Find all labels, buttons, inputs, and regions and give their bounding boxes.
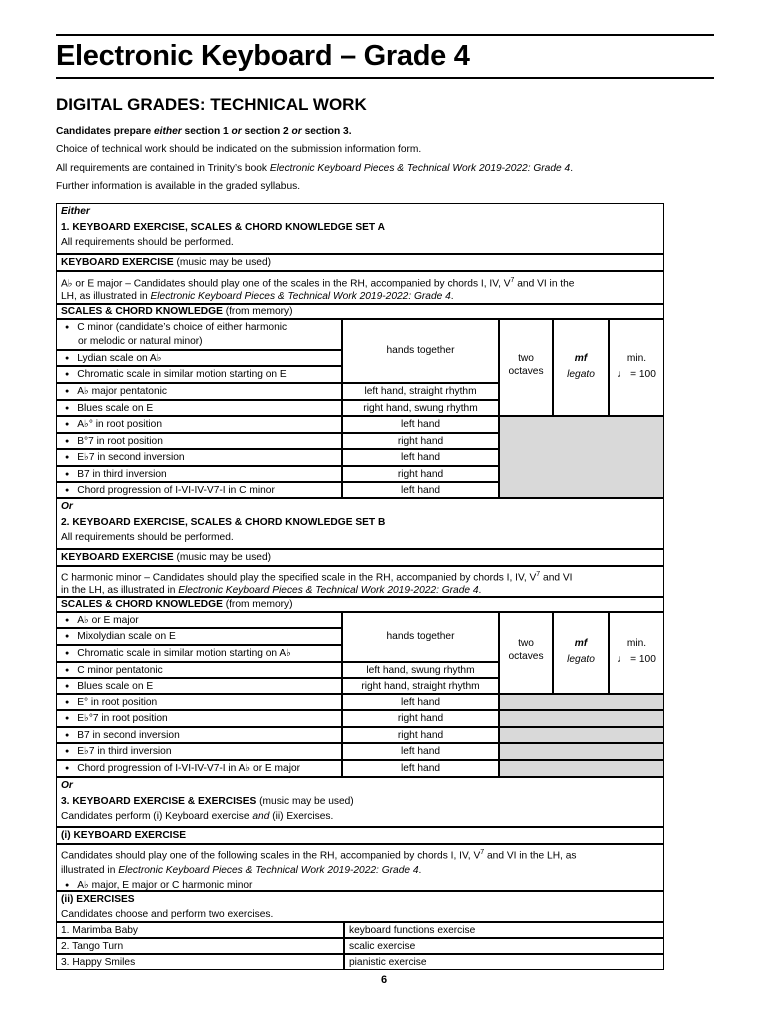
- s1-hands: right hand: [342, 466, 499, 482]
- s1-hands-together: hands together: [342, 319, 499, 383]
- ke-text: .: [478, 585, 482, 597]
- s2-grey-row: [499, 694, 664, 710]
- s2-item-1: ● A♭ or E major: [56, 612, 342, 628]
- item-text: or melodic or natural minor): [78, 336, 203, 347]
- ke-text: .: [418, 865, 422, 877]
- s2-keyboard-exercise-label: [56, 549, 664, 566]
- s1-item-10: ● Chord progression of I-VI-IV-V7-I in C minor: [56, 482, 342, 498]
- ke-book: Electronic Keyboard Pieces & Technical Work 2019-2022: Grade 4: [150, 291, 451, 303]
- s2-hands: right hand: [342, 727, 499, 743]
- ke-text: and VI: [540, 572, 573, 584]
- s1-hands: left hand: [342, 482, 499, 498]
- s2-hands: left hand: [342, 760, 499, 777]
- s2-item-6: ● E° in root position: [56, 694, 342, 710]
- intro-text: or: [231, 126, 242, 137]
- dynamic-mark: mf: [574, 638, 588, 649]
- ke-sup: 7: [480, 849, 485, 856]
- s3-exercises-block: [56, 891, 664, 922]
- intro-text: section 1: [181, 126, 232, 137]
- tempo-value: ♩ = 100: [617, 654, 656, 665]
- intro-text: or: [291, 126, 302, 137]
- s1-item-8: ● E♭7 in second inversion: [56, 449, 342, 466]
- label-note: (from memory): [222, 306, 293, 317]
- s2-item-2: ● Mixolydian scale on E: [56, 628, 342, 645]
- or-label: Or: [61, 501, 73, 512]
- or-label: Or: [61, 780, 73, 791]
- exercises-label: (ii) EXERCISES: [61, 894, 135, 905]
- s2-hands: left hand, swung rhythm: [342, 662, 499, 678]
- page-title: Electronic Keyboard – Grade 4: [56, 40, 470, 72]
- label-note: (from memory): [222, 599, 293, 610]
- intro-line-3: [56, 163, 573, 174]
- intro-line-1: [56, 126, 352, 137]
- exercises-sub: Candidates choose and perform two exercises.: [61, 909, 274, 920]
- s2-hands: right hand: [342, 710, 499, 727]
- intro-book-title: Electronic Keyboard Pieces & Technical Work 2019-2022: Grade 4: [269, 163, 571, 174]
- ke-sup: 7: [510, 277, 515, 284]
- intro-text: .: [570, 163, 574, 174]
- s1-octaves: two octaves: [499, 319, 553, 416]
- s2-grey-row: [499, 760, 664, 777]
- exercise-type: pianistic exercise: [344, 954, 664, 970]
- label-note: (music may be used): [173, 257, 272, 268]
- ke-text: and VI in the LH, as: [484, 850, 577, 862]
- s2-keyboard-exercise-text: [56, 566, 664, 597]
- either-label: Either: [61, 206, 90, 217]
- s2-grey-row: [499, 743, 664, 760]
- s2-hands: left hand: [342, 743, 499, 760]
- s1-hands: left hand, straight rhythm: [342, 383, 499, 400]
- s1-hands: right hand: [342, 433, 499, 449]
- s1-keyboard-exercise-label: [56, 254, 664, 271]
- ke-text: Candidates should play one of the following scales in the RH, accompanied by chords I, IV, V: [61, 850, 481, 862]
- ke-bullet: ● A♭ major, E major or C harmonic minor: [61, 879, 659, 893]
- title-rule: [56, 77, 714, 79]
- top-rule: [56, 34, 714, 36]
- s1-scales-label: [56, 304, 664, 319]
- ke-sup: 7: [536, 571, 541, 578]
- s2-grey-row: [499, 727, 664, 743]
- label-text: KEYBOARD EXERCISE: [61, 257, 174, 268]
- s1-hands: left hand: [342, 449, 499, 466]
- label-text: SCALES & CHORD KNOWLEDGE: [61, 306, 223, 317]
- label-note: (music may be used): [173, 552, 272, 563]
- tempo-value: ♩ = 100: [617, 369, 656, 380]
- section-3-heading: 3. KEYBOARD EXERCISE & EXERCISES: [61, 796, 257, 807]
- ke-text: and VI in the: [514, 278, 575, 290]
- s1-item-2: ● Lydian scale on A♭: [56, 350, 342, 366]
- section-2-heading: 2. KEYBOARD EXERCISE, SCALES & CHORD KNOWLEDGE SET B: [61, 517, 386, 528]
- section-3-header: [56, 777, 664, 827]
- section-2-header: [56, 498, 664, 549]
- articulation: legato: [567, 654, 595, 665]
- s1-item-4: ● A♭ major pentatonic: [56, 383, 342, 400]
- s1-tempo: [609, 319, 664, 416]
- dynamic-mark: mf: [574, 353, 588, 364]
- s2-hands: left hand: [342, 694, 499, 710]
- intro-line-4: Further information is available in the graded syllabus.: [56, 181, 301, 192]
- intro-line-2: Choice of technical work should be indicated on the submission information form.: [56, 144, 422, 155]
- exercise-type: keyboard functions exercise: [344, 922, 664, 938]
- section-1-heading: 1. KEYBOARD EXERCISE, SCALES & CHORD KNOWLEDGE SET A: [61, 222, 385, 233]
- sub-text: Candidates perform (i) Keyboard exercise: [61, 811, 253, 822]
- exercise-name: 3. Happy Smiles: [56, 954, 344, 970]
- ke-text: A♭ or E major – Candidates should play one of the scales in the RH, accompanied by chords I, IV, V: [61, 278, 511, 290]
- tempo-min: min.: [626, 353, 647, 364]
- s2-grey-row: [499, 710, 664, 727]
- sub-text: (ii) Exercises.: [269, 811, 334, 822]
- s2-item-8: ● B7 in second inversion: [56, 727, 342, 743]
- section-subtitle: DIGITAL GRADES: TECHNICAL WORK: [56, 95, 367, 114]
- ke-text: LH, as illustrated in: [61, 291, 151, 303]
- s2-hands: right hand, straight rhythm: [342, 678, 499, 694]
- exercise-name: 1. Marimba Baby: [56, 922, 344, 938]
- s1-item-1: [56, 319, 342, 350]
- ke-book: Electronic Keyboard Pieces & Technical Work 2019-2022: Grade 4: [118, 865, 419, 877]
- s2-item-4: ● C minor pentatonic: [56, 662, 342, 678]
- sub-text: and: [252, 811, 270, 822]
- section-2-sub: All requirements should be performed.: [61, 532, 234, 543]
- s1-hands: left hand: [342, 416, 499, 433]
- label-text: KEYBOARD EXERCISE: [61, 552, 174, 563]
- s1-item-3: ● Chromatic scale in similar motion starting on E: [56, 366, 342, 383]
- articulation: legato: [567, 369, 595, 380]
- ke-text: in the LH, as illustrated in: [61, 585, 179, 597]
- s3-keyboard-exercise-label: (i) KEYBOARD EXERCISE: [56, 827, 664, 844]
- intro-text: All requirements are contained in Trinity’s book: [56, 163, 270, 174]
- s1-item-6: ● A♭° in root position: [56, 416, 342, 433]
- exercise-name: 2. Tango Turn: [56, 938, 344, 954]
- s2-item-5: ● Blues scale on E: [56, 678, 342, 694]
- s1-grey-block: [499, 416, 664, 498]
- s1-item-7: ● B°7 in root position: [56, 433, 342, 449]
- intro-text: section 2: [241, 126, 292, 137]
- s1-dynamics: [553, 319, 609, 416]
- ke-text: illustrated in: [61, 865, 119, 877]
- s3-keyboard-exercise-text: [56, 844, 664, 891]
- intro-text: Candidates prepare: [56, 126, 154, 137]
- exercise-type: scalic exercise: [344, 938, 664, 954]
- ke-book: Electronic Keyboard Pieces & Technical Work 2019-2022: Grade 4: [178, 585, 479, 597]
- s1-keyboard-exercise-text: [56, 271, 664, 304]
- tempo-min: min.: [626, 638, 647, 649]
- page-number: 6: [380, 974, 388, 986]
- intro-text: section 3.: [301, 126, 352, 137]
- s2-hands-together: hands together: [342, 612, 499, 662]
- section-1-header: [56, 203, 664, 254]
- label-text: SCALES & CHORD KNOWLEDGE: [61, 599, 223, 610]
- s1-item-9: ● B7 in third inversion: [56, 466, 342, 482]
- s1-item-5: ● Blues scale on E: [56, 400, 342, 416]
- ke-text: .: [450, 291, 454, 303]
- ke-text: C harmonic minor – Candidates should play the specified scale in the RH, accompanied by chords I, IV, V: [61, 572, 537, 584]
- s2-item-3: ● Chromatic scale in similar motion starting on A♭: [56, 645, 342, 662]
- section-1-sub: All requirements should be performed.: [61, 237, 234, 248]
- s2-tempo: [609, 612, 664, 694]
- s2-dynamics: [553, 612, 609, 694]
- s2-item-7: ● E♭°7 in root position: [56, 710, 342, 727]
- s2-octaves: two octaves: [499, 612, 553, 694]
- intro-text: either: [153, 126, 182, 137]
- s2-item-9: ● E♭7 in third inversion: [56, 743, 342, 760]
- heading-note: (music may be used): [256, 796, 354, 807]
- item-text: ● C minor (candidate’s choice of either harmonic: [65, 321, 337, 335]
- s2-scales-label: [56, 597, 664, 612]
- s2-item-10: ● Chord progression of I-VI-IV-V7-I in A♭ or E major: [56, 760, 342, 777]
- s1-hands: right hand, swung rhythm: [342, 400, 499, 416]
